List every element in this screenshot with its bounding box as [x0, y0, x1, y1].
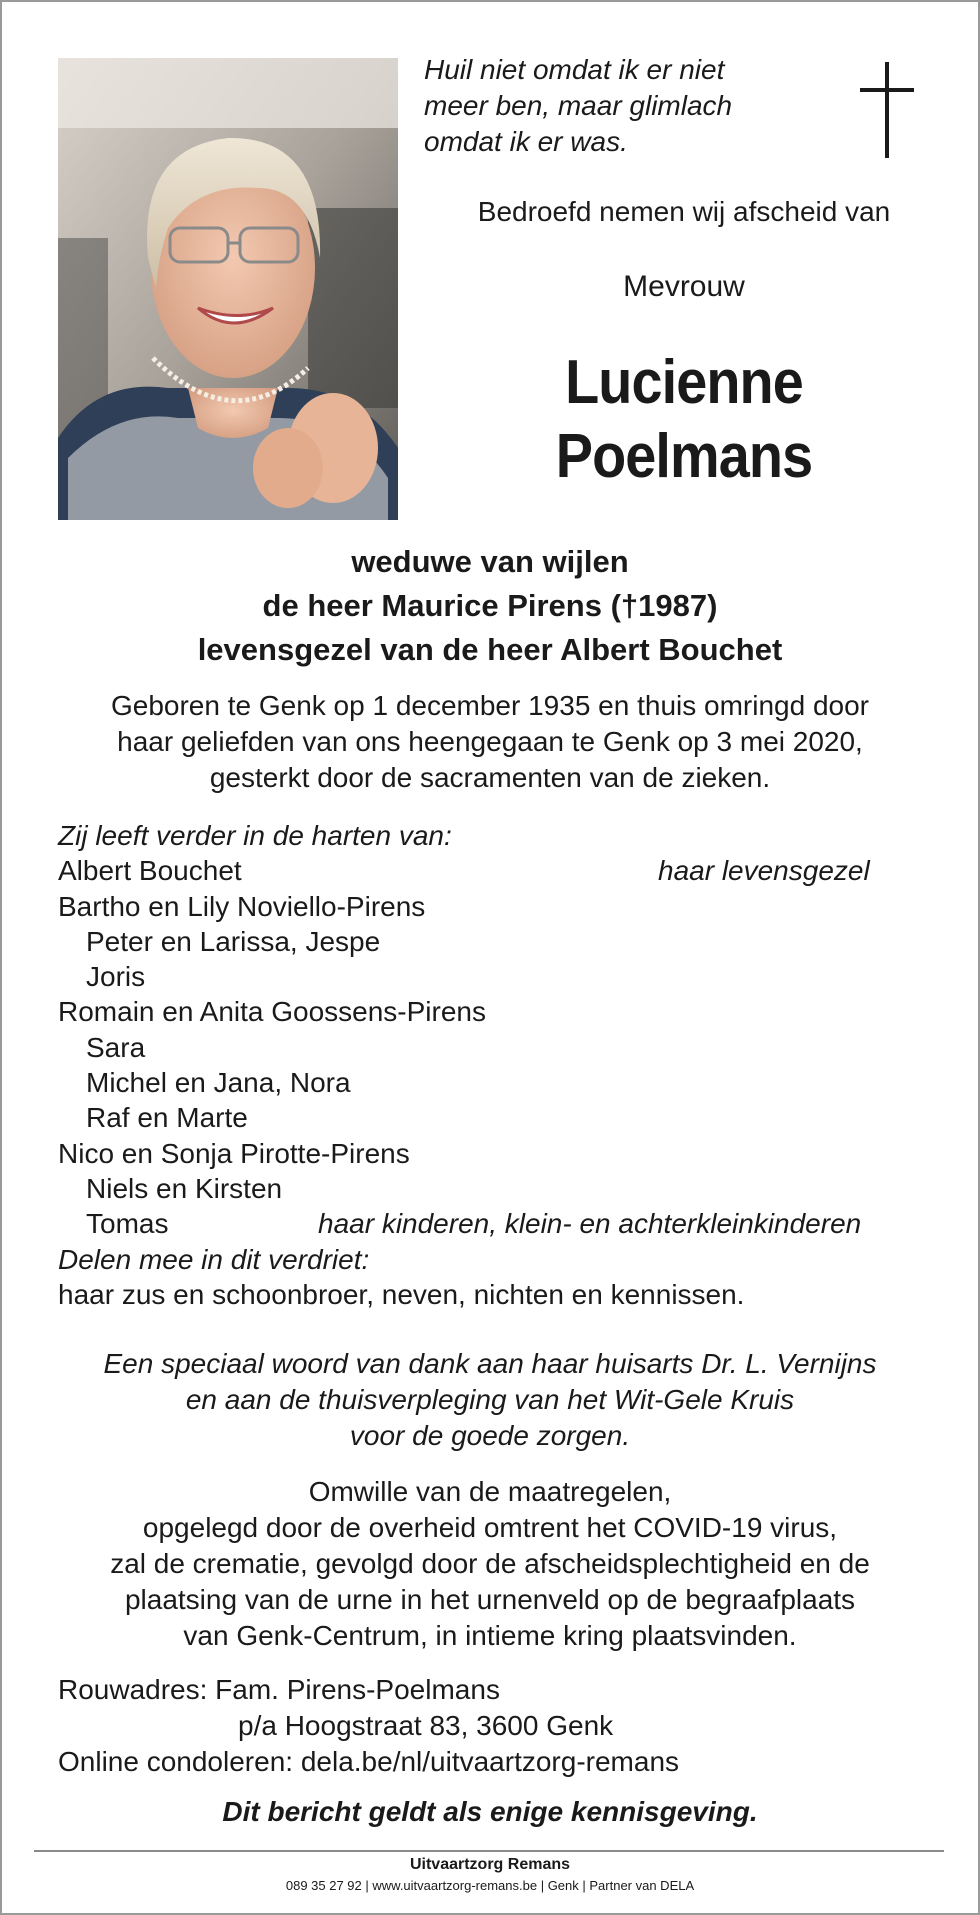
quote: [424, 52, 784, 160]
family-member: Michel en Jana, Nora: [86, 1067, 351, 1099]
intro-text: Bedroefd nemen wij afscheid van: [477, 196, 891, 227]
covid-line: Omwille van de maatregelen,: [308, 1476, 672, 1507]
birth-line: Geboren te Genk op 1 december 1935 en thuis omringd door: [110, 690, 870, 721]
family-member: Joris: [86, 961, 146, 993]
family-member: Raf en Marte: [86, 1102, 248, 1134]
address-line: Rouwadres: Fam. Pirens-Poelmans: [58, 1674, 500, 1705]
covid-line: plaatsing van de urne in het urnenveld op de begraafplaats: [124, 1584, 856, 1615]
family-list: [58, 818, 938, 1312]
deceased-name: [450, 346, 918, 494]
covid-line: opgelegd door de overheid omtrent het COVID-19 virus,: [142, 1512, 838, 1543]
partner-name: Albert Bouchet: [58, 855, 242, 887]
family-member: Tomas: [86, 1208, 169, 1240]
quote-line: Huil niet omdat ik er niet: [424, 54, 725, 85]
notice-text: Dit bericht geldt als enige kennisgeving.: [222, 1796, 758, 1827]
family-member: Sara: [86, 1031, 146, 1063]
children-role: haar kinderen, klein- en achterkleinkinderen: [318, 1208, 862, 1240]
relation-line: de heer Maurice Pirens (†1987): [262, 588, 718, 623]
first-name: Lucienne: [565, 348, 803, 417]
footer-company: Uitvaartzorg Remans: [409, 1856, 571, 1873]
relation-line: levensgezel van de heer Albert Bouchet: [197, 632, 783, 667]
family-member: Bartho en Lily Noviello-Pirens: [58, 890, 426, 922]
footer-info: 089 35 27 92 | www.uitvaartzorg-remans.be | Genk | Partner van DELA: [285, 1878, 695, 1893]
share-text: haar zus en schoonbroer, neven, nichten en kennissen.: [58, 1278, 745, 1310]
covid-notice: [40, 1474, 940, 1654]
quote-line: omdat ik er was.: [424, 126, 628, 157]
quote-line: meer ben, maar glimlach: [424, 90, 733, 121]
birth-line: haar geliefden van ons heengegaan te Genk op 3 mei 2020,: [117, 726, 863, 757]
family-row-partner: [58, 853, 938, 888]
family-member: Romain en Anita Goossens-Pirens: [58, 996, 486, 1028]
family-member: Nico en Sonja Pirotte-Pirens: [58, 1137, 410, 1169]
portrait-photo: [58, 58, 398, 520]
thanks-line: voor de goede zorgen.: [349, 1420, 631, 1451]
address-line: p/a Hoogstraat 83, 3600 Genk: [238, 1710, 614, 1741]
address-block: [58, 1672, 938, 1780]
footer-divider: [34, 1850, 944, 1852]
covid-line: zal de crematie, gevolgd door de afscheidsplechtigheid en de: [110, 1548, 870, 1579]
birth-death-text: [40, 688, 940, 796]
relations: [0, 540, 980, 672]
family-heading: Zij leeft verder in de harten van:: [58, 820, 452, 851]
last-name: Poelmans: [555, 422, 813, 491]
honorific: Mevrouw: [623, 270, 745, 303]
birth-line: gesterkt door de sacramenten van de zieken.: [209, 762, 771, 793]
condolence-link[interactable]: Online condoleren: dela.be/nl/uitvaartzorg-remans: [58, 1746, 680, 1777]
thanks-line: en aan de thuisverpleging van het Wit-Gele Kruis: [185, 1384, 795, 1415]
family-member: Peter en Larissa, Jespe: [86, 925, 381, 957]
partner-role: haar levensgezel: [658, 855, 870, 887]
thanks-line: Een speciaal woord van dank aan haar huisarts Dr. L. Vernijns: [103, 1348, 877, 1379]
share-heading: Delen mee in dit verdriet:: [58, 1243, 370, 1275]
family-member: Niels en Kirsten: [86, 1172, 283, 1204]
family-row-last: [58, 1206, 938, 1241]
thanks-text: [40, 1346, 940, 1454]
cross-icon: [858, 60, 916, 160]
relation-line: weduwe van wijlen: [351, 544, 629, 579]
covid-line: van Genk-Centrum, in intieme kring plaatsvinden.: [183, 1620, 797, 1651]
